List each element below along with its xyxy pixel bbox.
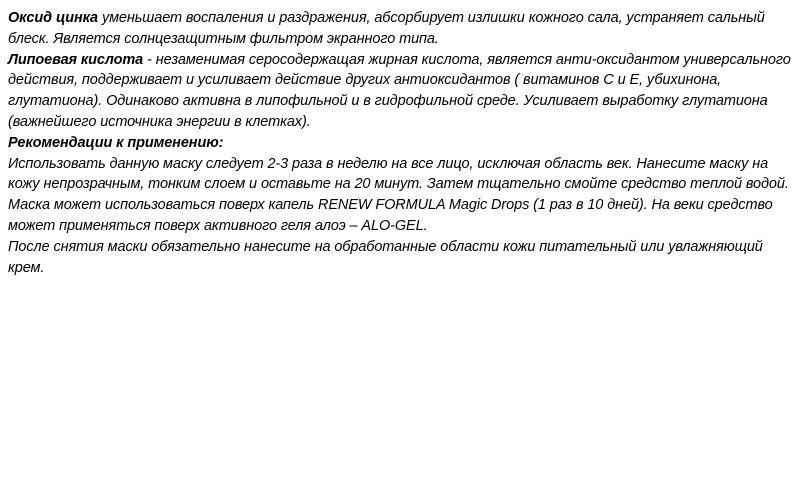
zinc-oxide-text: уменьшает воспаления и раздражения, абсорбирует излишки кожного сала, устраняет сальный блеск. Является солнцезащитным фильтром экранного типа. [8, 10, 765, 47]
lipoic-acid-text: - незаменимая серосодержащая жирная кислота, является анти-оксидантом универсального действия, поддерживает и усиливает действие других антиоксидантов ( витаминов C и E, убихинона, глутатиона). Одинаково активна в липофильной и в гидрофильной среде. Усиливает выработку глутатиона (важнейшего источника энергии в клетках). [8, 51, 791, 130]
product-description [8, 8, 792, 278]
zinc-oxide-term: Оксид цинка [8, 10, 99, 26]
lipoic-acid-term: Липоевая кислота [8, 51, 144, 68]
usage-paragraph: Использовать данную маску следует 2-3 раза в неделю на все лицо, исключая область век. Нанесите маску на кожу непрозрачным, тонким слоем и оставьте на 20 минут. Затем тщательно смойте средство теплой водой. [8, 155, 789, 193]
aftercare-paragraph: После снятия маски обязательно нанесите на обработанные области кожи питательный или увлажняющий крем. [8, 238, 763, 276]
recommendations-heading: Рекомендации к применению: [8, 134, 224, 151]
zinc-oxide-paragraph [8, 8, 792, 50]
combination-paragraph: Маска может использоваться поверх капель RENEW FORMULA Magic Drops (1 раз в 10 дней). На веки средство может применяться поверх активного геля алоэ – ALO-GEL. [8, 197, 773, 234]
lipoic-acid-paragraph [8, 50, 792, 133]
